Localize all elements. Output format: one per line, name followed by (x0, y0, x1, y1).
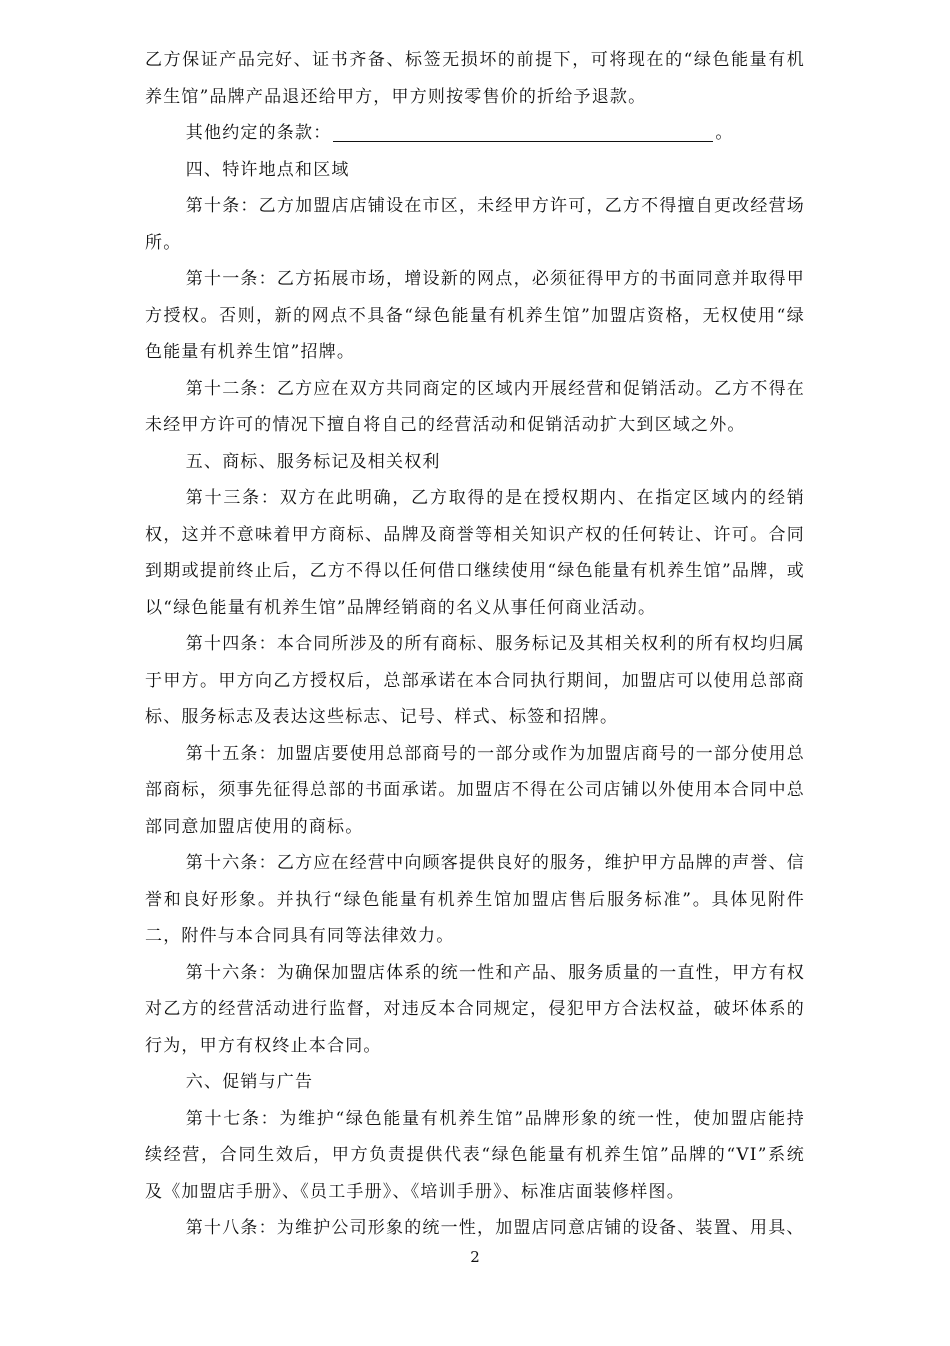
other-terms-blank-line (333, 119, 713, 142)
other-terms-period: 。 (715, 123, 734, 143)
section-heading-location: 四、特许地点和区域 (185, 159, 350, 180)
article-11: 第十一条：乙方拓展市场，增设新的网点，必须征得甲方的书面同意并取得甲方授权。否则，新的网点不具备“绿色能量有机养生馆”加盟店资格，无权使用“绿色能量有机养生馆”招牌。 (145, 269, 805, 362)
article-10: 第十条：乙方加盟店店铺设在市区，未经甲方许可，乙方不得擅自更改经营场所。 (145, 196, 805, 253)
section-heading-promotion: 六、促销与广告 (185, 1072, 314, 1092)
article-15: 第十五条：加盟店要使用总部商号的一部分或作为加盟店商号的一部分使用总部商标，须事先征得总部的书面承诺。加盟店不得在公司店铺以外使用本合同中总部同意加盟店使用的商标。 (145, 743, 805, 837)
article-18: 第十八条：为维护公司形象的统一性，加盟店同意店铺的设备、装置、用具、 (185, 1218, 805, 1238)
article-17: 第十七条：为维护“绿色能量有机养生馆”品牌形象的统一性，使加盟店能持续经营，合同生效后，甲方负责提供代表“绿色能量有机养生馆”品牌的“VI”系统及《加盟店手册》、《员工手册》、《培训手册》、标准店面装修样图。 (145, 1108, 805, 1202)
article-12: 第十二条：乙方应在双方共同商定的区域内开展经营和促销活动。乙方不得在未经甲方许可的情况下擅自将自己的经营活动和促销活动扩大到区域之外。 (145, 378, 805, 435)
article-16-service: 第十六条：乙方应在经营中向顾客提供良好的服务，维护甲方品牌的声誉、信誉和良好形象。并执行“绿色能量有机养生馆加盟店售后服务标准”。具体见附件二，附件与本合同具有同等法律效力。 (145, 853, 805, 946)
paragraph-other-terms (145, 115, 805, 152)
other-terms-label: 其他约定的条款： (185, 123, 332, 143)
paragraph-return-policy: 乙方保证产品完好、证书齐备、标签无损坏的前提下，可将现在的“绿色能量有机养生馆”品牌产品退还给甲方，甲方则按零售价的折给予退款。 (145, 50, 805, 107)
article-16-supervision: 第十六条：为确保加盟店体系的统一性和产品、服务质量的一直性，甲方有权对乙方的经营活动进行监督，对违反本合同规定，侵犯甲方合法权益，破坏体系的行为，甲方有权终止本合同。 (145, 962, 805, 1056)
document-body (145, 42, 805, 1247)
page-number: 2 (470, 1248, 480, 1266)
article-14: 第十四条：本合同所涉及的所有商标、服务标记及其相关权利的所有权均归属于甲方。甲方向乙方授权后，总部承诺在本合同执行期间，加盟店可以使用总部商标、服务标志及表达这些标志、记号、样式、标签和招牌。 (145, 634, 805, 727)
article-13: 第十三条：双方在此明确，乙方取得的是在授权期内、在指定区域内的经销权，这并不意味着甲方商标、品牌及商誉等相关知识产权的任何转让、许可。合同到期或提前终止后，乙方不得以任何借口继续使用“绿色能量有机养生馆”品牌，或以“绿色能量有机养生馆”品牌经销商的名义从事任何商业活动。 (145, 488, 805, 618)
section-heading-trademark: 五、商标、服务标记及相关权利 (185, 451, 441, 472)
